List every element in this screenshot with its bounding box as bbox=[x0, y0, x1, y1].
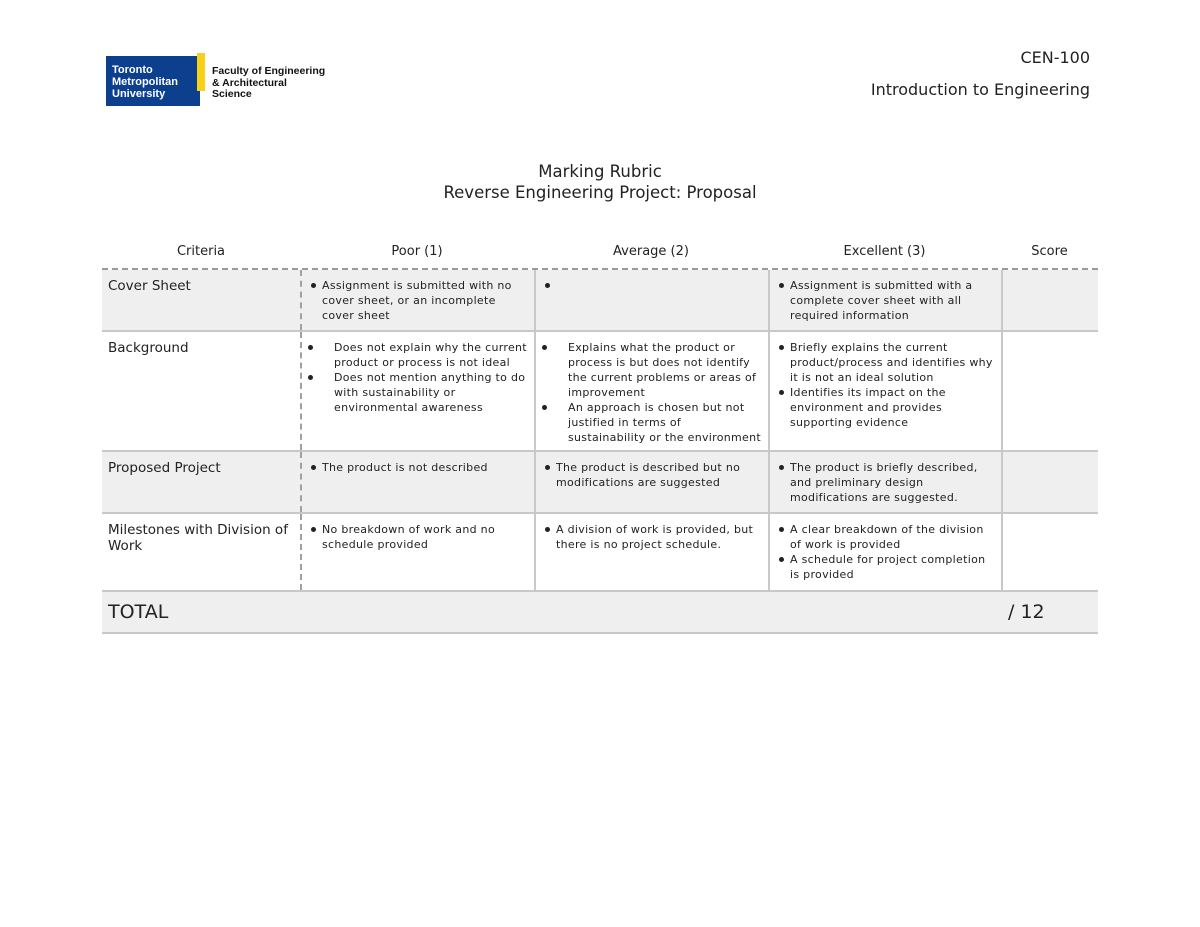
project-title: Reverse Engineering Project: Proposal bbox=[443, 183, 757, 202]
logo-text-line: University bbox=[112, 88, 166, 100]
descriptor: A schedule for project completion is provided bbox=[790, 552, 995, 582]
descriptor: Briefly explains the current product/process and identifies why it is not an ideal solution bbox=[790, 340, 995, 385]
descriptor: No breakdown of work and no schedule provided bbox=[322, 522, 528, 552]
header-average: Average (2) bbox=[613, 244, 689, 259]
excellent-cell bbox=[768, 514, 1001, 590]
criteria-cell: Cover Sheet bbox=[108, 278, 191, 294]
faculty-name bbox=[212, 66, 325, 101]
total-row bbox=[102, 592, 1098, 634]
descriptor: An approach is chosen but not justified in terms of sustainability or the environment bbox=[568, 401, 761, 444]
descriptor: The product is not described bbox=[322, 460, 528, 475]
average-cell bbox=[534, 514, 768, 590]
score-cell[interactable] bbox=[1001, 270, 1098, 330]
average-cell bbox=[534, 270, 768, 330]
faculty-line: Science bbox=[212, 88, 252, 100]
poor-cell bbox=[300, 514, 534, 590]
poor-cell bbox=[300, 332, 534, 450]
score-cell[interactable] bbox=[1001, 332, 1098, 450]
score-cell[interactable] bbox=[1001, 514, 1098, 590]
descriptor: Identifies its impact on the environment and provides supporting evidence bbox=[790, 385, 995, 430]
table-row bbox=[102, 514, 1098, 592]
descriptor: A division of work is provided, but there is no project schedule. bbox=[556, 522, 762, 552]
faculty-line: & Architectural bbox=[212, 76, 287, 89]
header-poor: Poor (1) bbox=[391, 244, 443, 259]
criteria-cell: Milestones with Division of Work bbox=[108, 522, 288, 554]
tmu-logo-mark bbox=[106, 56, 200, 106]
header-score: Score bbox=[1031, 244, 1068, 259]
rubric-table bbox=[102, 240, 1098, 634]
descriptor: Assignment is submitted with a complete cover sheet with all required information bbox=[790, 278, 995, 323]
poor-cell bbox=[300, 270, 534, 330]
descriptor: Does not mention anything to do with sustainability or environmental awareness bbox=[334, 370, 528, 415]
criteria-cell: Background bbox=[108, 340, 189, 356]
descriptor: The product is described but no modifications are suggested bbox=[556, 460, 762, 490]
poor-cell bbox=[300, 452, 534, 512]
descriptor: Does not explain why the current product or process is not ideal bbox=[334, 341, 527, 369]
course-name: Introduction to Engineering bbox=[870, 80, 1090, 99]
logo-text-line: Toronto bbox=[112, 64, 153, 76]
rubric-title: Marking Rubric bbox=[538, 162, 662, 181]
criteria-cell: Proposed Project bbox=[108, 460, 221, 476]
excellent-cell bbox=[768, 452, 1001, 512]
table-row bbox=[102, 452, 1098, 514]
university-logo bbox=[106, 56, 325, 106]
average-cell bbox=[534, 452, 768, 512]
total-label: TOTAL bbox=[108, 601, 169, 623]
average-cell bbox=[534, 332, 768, 450]
excellent-cell bbox=[768, 332, 1001, 450]
descriptor: Explains what the product or process is but does not identify the current problems or areas of improvement bbox=[568, 340, 762, 400]
score-cell[interactable] bbox=[1001, 452, 1098, 512]
total-points[interactable]: / 12 bbox=[1008, 601, 1045, 623]
descriptor: Assignment is submitted with no cover sheet, or an incomplete cover sheet bbox=[322, 278, 528, 323]
table-row bbox=[102, 270, 1098, 332]
excellent-cell bbox=[768, 270, 1001, 330]
table-header bbox=[102, 240, 1098, 270]
faculty-line: Faculty of Engineering bbox=[212, 65, 326, 77]
descriptor: A clear breakdown of the division of work is provided bbox=[790, 522, 995, 552]
header-criteria: Criteria bbox=[176, 244, 226, 259]
header-excellent: Excellent (3) bbox=[843, 244, 926, 259]
descriptor: The product is briefly described, and preliminary design modifications are suggested. bbox=[790, 460, 995, 505]
logo-gold-bar bbox=[197, 53, 205, 91]
logo-text-line: Metropolitan bbox=[112, 76, 178, 88]
table-row bbox=[102, 332, 1098, 452]
course-code: CEN-100 bbox=[1020, 48, 1090, 67]
